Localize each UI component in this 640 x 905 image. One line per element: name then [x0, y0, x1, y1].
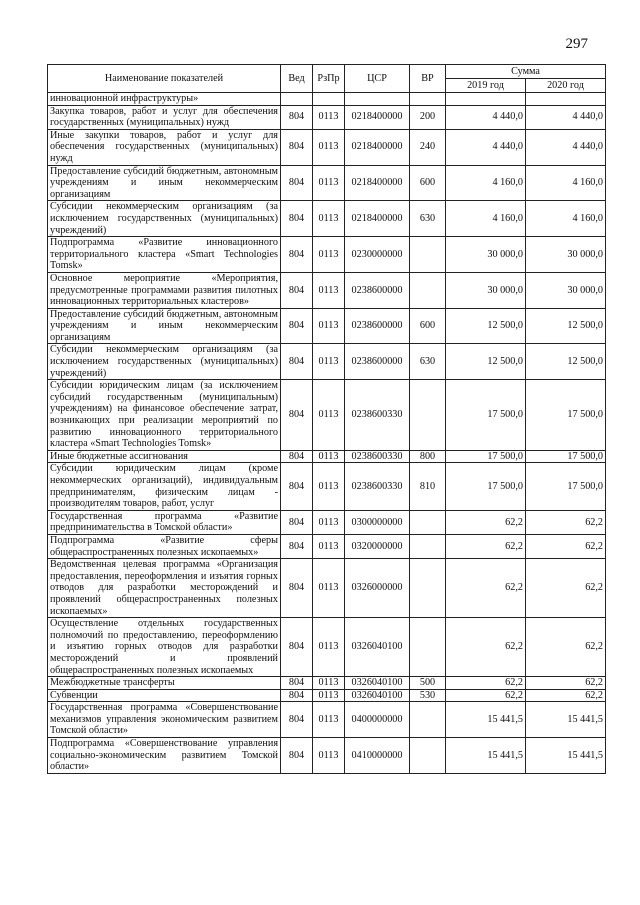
row-sum-2020: 62,2	[526, 677, 606, 690]
row-ved: 804	[281, 201, 313, 237]
row-name: Субсидии некоммерческим организациям (за исключением государственных (муниципальных) учреждений)	[48, 201, 281, 237]
row-vr: 530	[410, 689, 446, 702]
row-ved: 804	[281, 689, 313, 702]
row-rzpr	[313, 93, 345, 106]
row-csr: 0230000000	[345, 237, 410, 273]
row-rzpr: 0113	[313, 534, 345, 558]
row-sum-2019: 4 160,0	[446, 201, 526, 237]
row-csr: 0238600330	[345, 380, 410, 451]
row-ved: 804	[281, 344, 313, 380]
row-vr: 630	[410, 344, 446, 380]
table-row	[48, 450, 606, 463]
table-row	[48, 510, 606, 534]
row-csr: 0300000000	[345, 510, 410, 534]
row-rzpr: 0113	[313, 510, 345, 534]
row-rzpr: 0113	[313, 272, 345, 308]
row-sum-2020: 62,2	[526, 510, 606, 534]
row-ved: 804	[281, 738, 313, 774]
row-vr	[410, 380, 446, 451]
row-ved: 804	[281, 105, 313, 129]
budget-table	[47, 64, 606, 774]
table-row	[48, 308, 606, 344]
row-ved: 804	[281, 559, 313, 618]
row-rzpr: 0113	[313, 677, 345, 690]
row-vr: 500	[410, 677, 446, 690]
row-vr: 240	[410, 129, 446, 165]
row-rzpr: 0113	[313, 308, 345, 344]
row-name: Субсидии юридическим лицам (за исключением субсидий государственным (муниципальным) учреждениям) на финансовое обеспечение затрат, возникающих при реализации мероприятий по развитию инновационного территориального кластера «Smart Technologies Tomsk»	[48, 380, 281, 451]
row-sum-2020: 62,2	[526, 534, 606, 558]
table-row	[48, 738, 606, 774]
row-vr: 600	[410, 308, 446, 344]
row-ved: 804	[281, 308, 313, 344]
row-rzpr: 0113	[313, 463, 345, 510]
row-vr: 810	[410, 463, 446, 510]
row-name: Субвенции	[48, 689, 281, 702]
table-row	[48, 689, 606, 702]
table-row	[48, 380, 606, 451]
row-sum-2020	[526, 93, 606, 106]
row-rzpr: 0113	[313, 559, 345, 618]
row-sum-2019: 62,2	[446, 618, 526, 677]
row-ved: 804	[281, 702, 313, 738]
row-sum-2019: 15 441,5	[446, 738, 526, 774]
row-ved: 804	[281, 677, 313, 690]
table-row	[48, 129, 606, 165]
row-sum-2019: 62,2	[446, 510, 526, 534]
row-sum-2019: 62,2	[446, 559, 526, 618]
row-name: Подпрограмма «Развитие инновационного территориального кластера «Smart Technologies Tomsk»	[48, 237, 281, 273]
table-row	[48, 93, 606, 106]
row-csr: 0410000000	[345, 738, 410, 774]
table-body	[48, 93, 606, 774]
row-name: Подпрограмма «Совершенствование управления социально-экономическим развитием Томской области»	[48, 738, 281, 774]
row-csr: 0238600330	[345, 450, 410, 463]
row-csr: 0400000000	[345, 702, 410, 738]
row-sum-2020: 17 500,0	[526, 450, 606, 463]
row-csr: 0238600000	[345, 308, 410, 344]
row-sum-2020: 4 440,0	[526, 105, 606, 129]
row-name: Основное мероприятие «Мероприятия, предусмотренные программами развития пилотных инновационных территориальных кластеров»	[48, 272, 281, 308]
row-csr: 0218400000	[345, 129, 410, 165]
table-row	[48, 237, 606, 273]
header-2019: 2019 год	[446, 79, 526, 93]
row-vr	[410, 237, 446, 273]
row-rzpr: 0113	[313, 165, 345, 201]
row-ved: 804	[281, 450, 313, 463]
row-sum-2020: 12 500,0	[526, 344, 606, 380]
row-rzpr: 0113	[313, 344, 345, 380]
row-sum-2020: 4 160,0	[526, 165, 606, 201]
row-rzpr: 0113	[313, 105, 345, 129]
row-sum-2019: 62,2	[446, 677, 526, 690]
row-ved: 804	[281, 618, 313, 677]
row-csr: 0326040100	[345, 618, 410, 677]
row-name: Иные бюджетные ассигнования	[48, 450, 281, 463]
row-name: инновационной инфраструктуры»	[48, 93, 281, 106]
row-name: Предоставление субсидий бюджетным, автономным учреждениям и иным некоммерческим организациям	[48, 308, 281, 344]
row-rzpr: 0113	[313, 129, 345, 165]
row-csr: 0326040100	[345, 677, 410, 690]
row-rzpr: 0113	[313, 689, 345, 702]
header-csr: ЦСР	[345, 65, 410, 93]
row-csr: 0238600330	[345, 463, 410, 510]
row-ved: 804	[281, 534, 313, 558]
row-vr	[410, 93, 446, 106]
row-csr: 0218400000	[345, 201, 410, 237]
table-row	[48, 677, 606, 690]
row-csr: 0218400000	[345, 165, 410, 201]
row-sum-2020: 15 441,5	[526, 702, 606, 738]
row-name: Государственная программа «Совершенствование механизмов управления экономическим развитием Томской области»	[48, 702, 281, 738]
row-sum-2019: 30 000,0	[446, 237, 526, 273]
table-row	[48, 105, 606, 129]
page-number: 297	[565, 36, 588, 52]
row-sum-2019: 12 500,0	[446, 344, 526, 380]
row-sum-2020: 15 441,5	[526, 738, 606, 774]
row-csr: 0320000000	[345, 534, 410, 558]
table-row	[48, 702, 606, 738]
row-csr: 0326040100	[345, 689, 410, 702]
row-sum-2019: 17 500,0	[446, 450, 526, 463]
row-name: Ведомственная целевая программа «Организация предоставления, переоформления и изъятия горных отводов для разработки месторождений и проявлений общераспространенных полезных ископаемых»	[48, 559, 281, 618]
row-name: Осуществление отдельных государственных полномочий по предоставлению, переоформлению и изъятию горных отводов для разработки месторождений и проявлений общераспространенных полезных ископаемых	[48, 618, 281, 677]
table-row	[48, 165, 606, 201]
row-sum-2019: 15 441,5	[446, 702, 526, 738]
row-sum-2020: 30 000,0	[526, 272, 606, 308]
row-sum-2019: 17 500,0	[446, 380, 526, 451]
row-sum-2019: 4 440,0	[446, 129, 526, 165]
header-name: Наименование показателей	[48, 65, 281, 93]
row-vr: 600	[410, 165, 446, 201]
row-sum-2019: 17 500,0	[446, 463, 526, 510]
row-csr: 0218400000	[345, 105, 410, 129]
row-name: Иные закупки товаров, работ и услуг для обеспечения государственных (муниципальных) нужд	[48, 129, 281, 165]
row-ved: 804	[281, 380, 313, 451]
table-header	[48, 65, 606, 93]
row-vr: 200	[410, 105, 446, 129]
row-ved: 804	[281, 129, 313, 165]
row-ved	[281, 93, 313, 106]
row-name: Предоставление субсидий бюджетным, автономным учреждениям и иным некоммерческим организациям	[48, 165, 281, 201]
row-ved: 804	[281, 510, 313, 534]
row-sum-2019: 62,2	[446, 689, 526, 702]
row-vr	[410, 534, 446, 558]
row-vr	[410, 702, 446, 738]
table-row	[48, 559, 606, 618]
header-2020: 2020 год	[526, 79, 606, 93]
row-name: Субсидии некоммерческим организациям (за исключением государственных (муниципальных) учреждений)	[48, 344, 281, 380]
row-sum-2019: 30 000,0	[446, 272, 526, 308]
header-rzpr: РзПр	[313, 65, 345, 93]
row-vr	[410, 559, 446, 618]
row-ved: 804	[281, 237, 313, 273]
row-sum-2020: 4 440,0	[526, 129, 606, 165]
row-csr: 0326000000	[345, 559, 410, 618]
row-vr: 800	[410, 450, 446, 463]
row-name: Межбюджетные трансферты	[48, 677, 281, 690]
row-ved: 804	[281, 272, 313, 308]
row-sum-2020: 30 000,0	[526, 237, 606, 273]
row-rzpr: 0113	[313, 237, 345, 273]
row-sum-2020: 17 500,0	[526, 463, 606, 510]
row-sum-2019: 4 160,0	[446, 165, 526, 201]
row-name: Закупка товаров, работ и услуг для обеспечения государственных (муниципальных) нужд	[48, 105, 281, 129]
table-row	[48, 534, 606, 558]
row-csr	[345, 93, 410, 106]
table-row	[48, 463, 606, 510]
row-vr	[410, 510, 446, 534]
row-rzpr: 0113	[313, 618, 345, 677]
row-csr: 0238600000	[345, 272, 410, 308]
row-sum-2019: 12 500,0	[446, 308, 526, 344]
row-vr	[410, 618, 446, 677]
row-name: Субсидии юридическим лицам (кроме некоммерческих организаций), индивидуальным предпринимателям, физическим лицам - производителям товаров, работ, услуг	[48, 463, 281, 510]
row-sum-2020: 12 500,0	[526, 308, 606, 344]
row-ved: 804	[281, 165, 313, 201]
row-vr	[410, 272, 446, 308]
row-sum-2020: 62,2	[526, 559, 606, 618]
header-ved: Вед	[281, 65, 313, 93]
row-rzpr: 0113	[313, 450, 345, 463]
row-rzpr: 0113	[313, 380, 345, 451]
row-sum-2019	[446, 93, 526, 106]
table-row	[48, 344, 606, 380]
header-sum: Сумма	[446, 65, 606, 79]
row-vr: 630	[410, 201, 446, 237]
table-row	[48, 272, 606, 308]
row-name: Государственная программа «Развитие предпринимательства в Томской области»	[48, 510, 281, 534]
row-sum-2019: 4 440,0	[446, 105, 526, 129]
row-rzpr: 0113	[313, 702, 345, 738]
header-vr: ВР	[410, 65, 446, 93]
table-row	[48, 201, 606, 237]
row-rzpr: 0113	[313, 738, 345, 774]
table-row	[48, 618, 606, 677]
row-sum-2020: 62,2	[526, 618, 606, 677]
row-name: Подпрограмма «Развитие сферы общераспространенных полезных ископаемых»	[48, 534, 281, 558]
row-csr: 0238600000	[345, 344, 410, 380]
row-sum-2020: 62,2	[526, 689, 606, 702]
row-sum-2019: 62,2	[446, 534, 526, 558]
row-vr	[410, 738, 446, 774]
row-sum-2020: 17 500,0	[526, 380, 606, 451]
row-rzpr: 0113	[313, 201, 345, 237]
row-sum-2020: 4 160,0	[526, 201, 606, 237]
row-ved: 804	[281, 463, 313, 510]
